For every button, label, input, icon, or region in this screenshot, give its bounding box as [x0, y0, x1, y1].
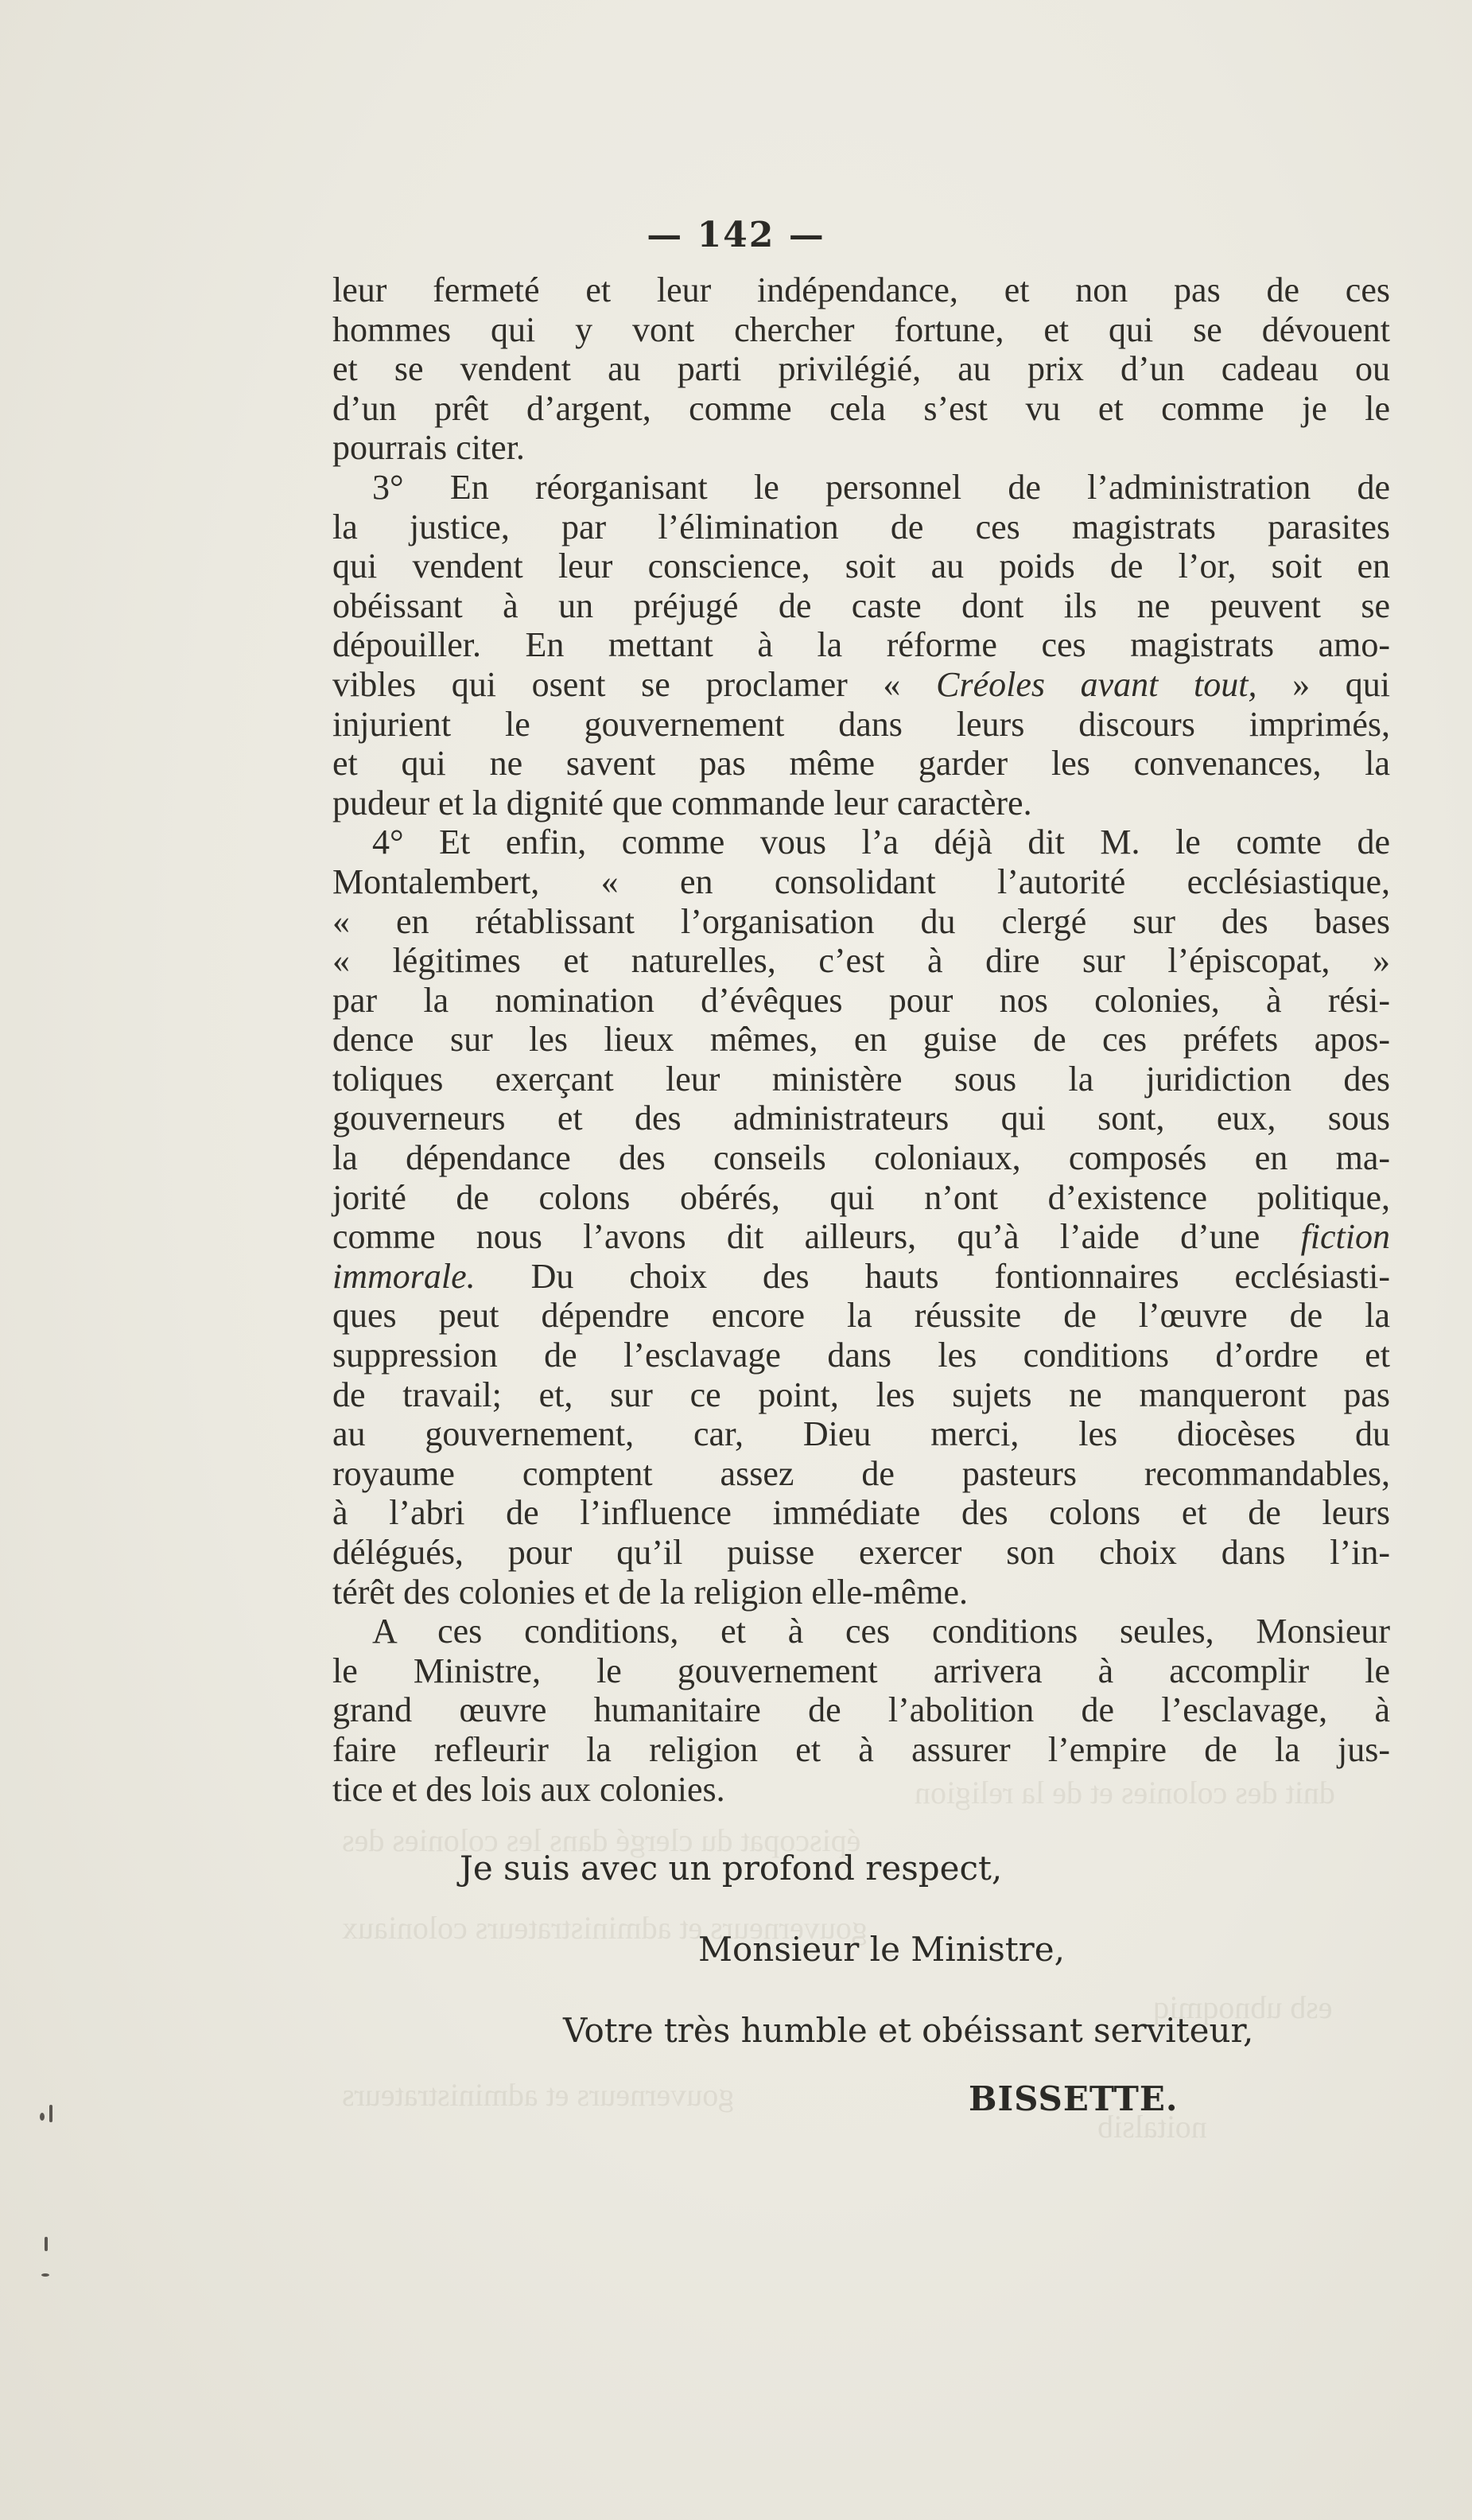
- italic-phrase: fiction: [1300, 1217, 1390, 1257]
- text-line: Montalembert, « en consolidant l’autorité ecclésiastique,: [332, 861, 1390, 901]
- text-line: pudeur et la dignité que commande leur caractère.: [332, 783, 1032, 822]
- text-line: royaume comptent assez de pasteurs recommandables,: [332, 1453, 1390, 1493]
- text-line: grand œuvre humanitaire de l’abolition de l’esclavage, à: [332, 1690, 1390, 1730]
- text-line: par la nomination d’évêques pour nos colonies, à rési-: [332, 980, 1390, 1020]
- text-line: toliques exerçant leur ministère sous la juridiction des: [332, 1059, 1390, 1099]
- italic-phrase: immorale.: [332, 1256, 476, 1296]
- text-line: « en rétablissant l’organisation du clergé sur des bases: [332, 901, 1390, 941]
- page-number: — 142 —: [647, 215, 825, 255]
- text-line: jorité de colons obérés, qui n’ont d’existence politique,: [332, 1177, 1390, 1217]
- text-line: térêt des colonies et de la religion elle-même.: [332, 1572, 969, 1612]
- text-line: A ces conditions, et à ces conditions seules, Monsieur: [372, 1612, 1390, 1651]
- text-line: la justice, par l’élimination de ces magistrats parasites: [332, 507, 1390, 546]
- text-line: la dépendance des conseils coloniaux, composés en ma-: [332, 1138, 1390, 1178]
- text-line: hommes qui y vont chercher fortune, et qui se dévouent: [332, 309, 1390, 349]
- text-line: comme nous l’avons dit ailleurs, qu’à l’aide d’une fiction: [332, 1217, 1390, 1257]
- margin-speck: [40, 2113, 45, 2121]
- closing-formula: Votre très humble et obéissant serviteur,: [563, 2011, 1254, 2050]
- closing-address: Monsieur le Ministre,: [698, 1930, 1065, 1969]
- text-line: suppression de l’esclavage dans les conditions d’ordre et: [332, 1336, 1390, 1375]
- margin-speck: [49, 2105, 52, 2122]
- margin-speck: [41, 2273, 49, 2277]
- text-line: au gouvernement, car, Dieu merci, les diocèses du: [332, 1414, 1390, 1454]
- signature: BISSETTE.: [969, 2079, 1179, 2118]
- text-line: injurient le gouvernement dans leurs discours imprimés,: [332, 704, 1390, 744]
- show-through-text: gouverneurs et administrateurs coloniaux: [342, 1910, 868, 1946]
- text-line: leur fermeté et leur indépendance, et non pas de ces: [332, 270, 1390, 309]
- text-line: faire refleurir la religion et à assurer l’empire de la jus-: [332, 1729, 1390, 1769]
- show-through-text: esb ubnoqmiq: [1153, 1989, 1333, 2025]
- text-line: vibles qui osent se proclamer « Créoles avant tout, » qui: [332, 664, 1390, 704]
- text-line: « légitimes et naturelles, c’est à dire sur l’épiscopat, »: [332, 941, 1390, 981]
- text-line: dence sur les lieux mêmes, en guise de ces préfets apos-: [332, 1020, 1390, 1060]
- text-line: et se vendent au parti privilégié, au prix d’un cadeau ou: [332, 349, 1390, 389]
- text-line: 4° Et enfin, comme vous l’a déjà dit M. le comte de: [372, 822, 1390, 862]
- show-through-text: épiscopat du clergé dans les colonies des: [342, 1822, 861, 1858]
- text-line: le Ministre, le gouvernement arrivera à accomplir le: [332, 1651, 1390, 1690]
- show-through-text: dnit des colonies et de la religion: [915, 1775, 1335, 1810]
- text-line: de travail; et, sur ce point, les sujets ne manqueront pas: [332, 1375, 1390, 1414]
- text-line: et qui ne savent pas même garder les convenances, la: [332, 744, 1390, 784]
- text-line: ques peut dépendre encore la réussite de l’œuvre de la: [332, 1296, 1390, 1336]
- text-line: d’un prêt d’argent, comme cela s’est vu et comme je le: [332, 388, 1390, 428]
- closing-salutation: Je suis avec un profond respect,: [460, 1849, 1003, 1888]
- body-text: [332, 270, 1390, 1809]
- italic-phrase: Créoles avant tout,: [936, 664, 1257, 704]
- text-line: à l’abri de l’influence immédiate des colons et de leurs: [332, 1493, 1390, 1533]
- text-line: tice et des lois aux colonies.: [332, 1769, 725, 1809]
- margin-speck: [45, 2237, 48, 2251]
- text-line: obéissant à un préjugé de caste dont ils ne peuvent se: [332, 585, 1390, 625]
- text-line: pourrais citer.: [332, 428, 525, 468]
- text-line: qui vendent leur conscience, soit au poids de l’or, soit en: [332, 546, 1390, 586]
- show-through-text: gouverneurs et administrateurs: [342, 2077, 735, 2113]
- text-line: immorale. Du choix des hauts fontionnaires ecclésiasti-: [332, 1256, 1390, 1296]
- text-line: délégués, pour qu’il puisse exercer son choix dans l’in-: [332, 1533, 1390, 1572]
- text-line: 3° En réorganisant le personnel de l’administration de: [372, 467, 1390, 507]
- text-line: dépouiller. En mettant à la réforme ces magistrats amo-: [332, 625, 1390, 665]
- text-line: gouverneurs et des administrateurs qui sont, eux, sous: [332, 1099, 1390, 1138]
- show-through-text: noitalsib: [1097, 2109, 1207, 2145]
